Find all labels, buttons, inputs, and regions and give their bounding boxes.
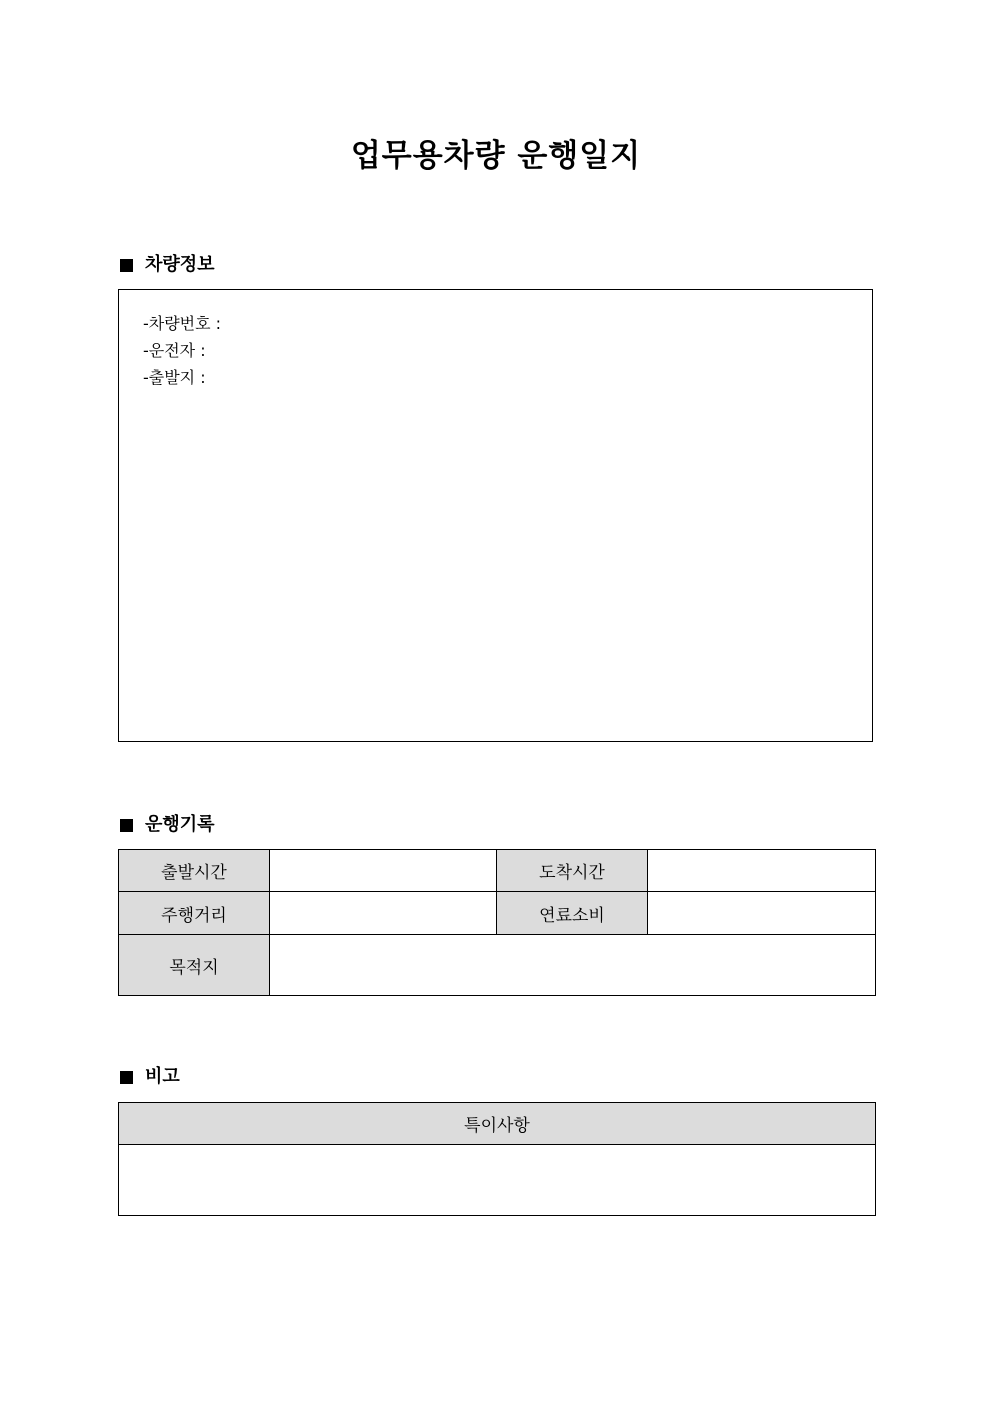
departure-time-field[interactable] [270,850,497,892]
driving-record-heading-label: 운행기록 [145,814,215,835]
special-notes-field[interactable] [119,1145,876,1216]
square-bullet-icon [120,259,133,272]
table-row [119,850,876,892]
table-row [119,892,876,935]
remarks-table [118,1102,876,1216]
arrival-time-label: 도착시간 [497,850,648,892]
arrival-time-field[interactable] [648,850,876,892]
remarks-heading [118,1065,180,1089]
square-bullet-icon [120,819,133,832]
destination-field[interactable] [270,935,876,996]
departure-place-line: -출발지 : [143,368,206,387]
square-bullet-icon [120,1071,133,1084]
fuel-consumption-label: 연료소비 [497,892,648,935]
distance-field[interactable] [270,892,497,935]
destination-label: 목적지 [119,935,270,996]
departure-time-label: 출발시간 [119,850,270,892]
vehicle-info-heading-label: 차량정보 [145,254,215,275]
vehicle-info-box[interactable] [118,289,873,742]
vehicle-number-line: -차량번호 : [143,314,222,333]
distance-label: 주행거리 [119,892,270,935]
fuel-consumption-field[interactable] [648,892,876,935]
remarks-heading-label: 비고 [145,1066,180,1087]
vehicle-info-heading [118,253,215,277]
page-title: 업무용차량 운행일지 [350,138,642,174]
table-row [119,1145,876,1216]
table-row [119,935,876,996]
special-notes-label: 특이사항 [119,1103,876,1145]
driving-record-heading [118,813,215,837]
driver-line: -운전자 : [143,341,206,360]
driving-record-table [118,849,876,996]
table-row [119,1103,876,1145]
